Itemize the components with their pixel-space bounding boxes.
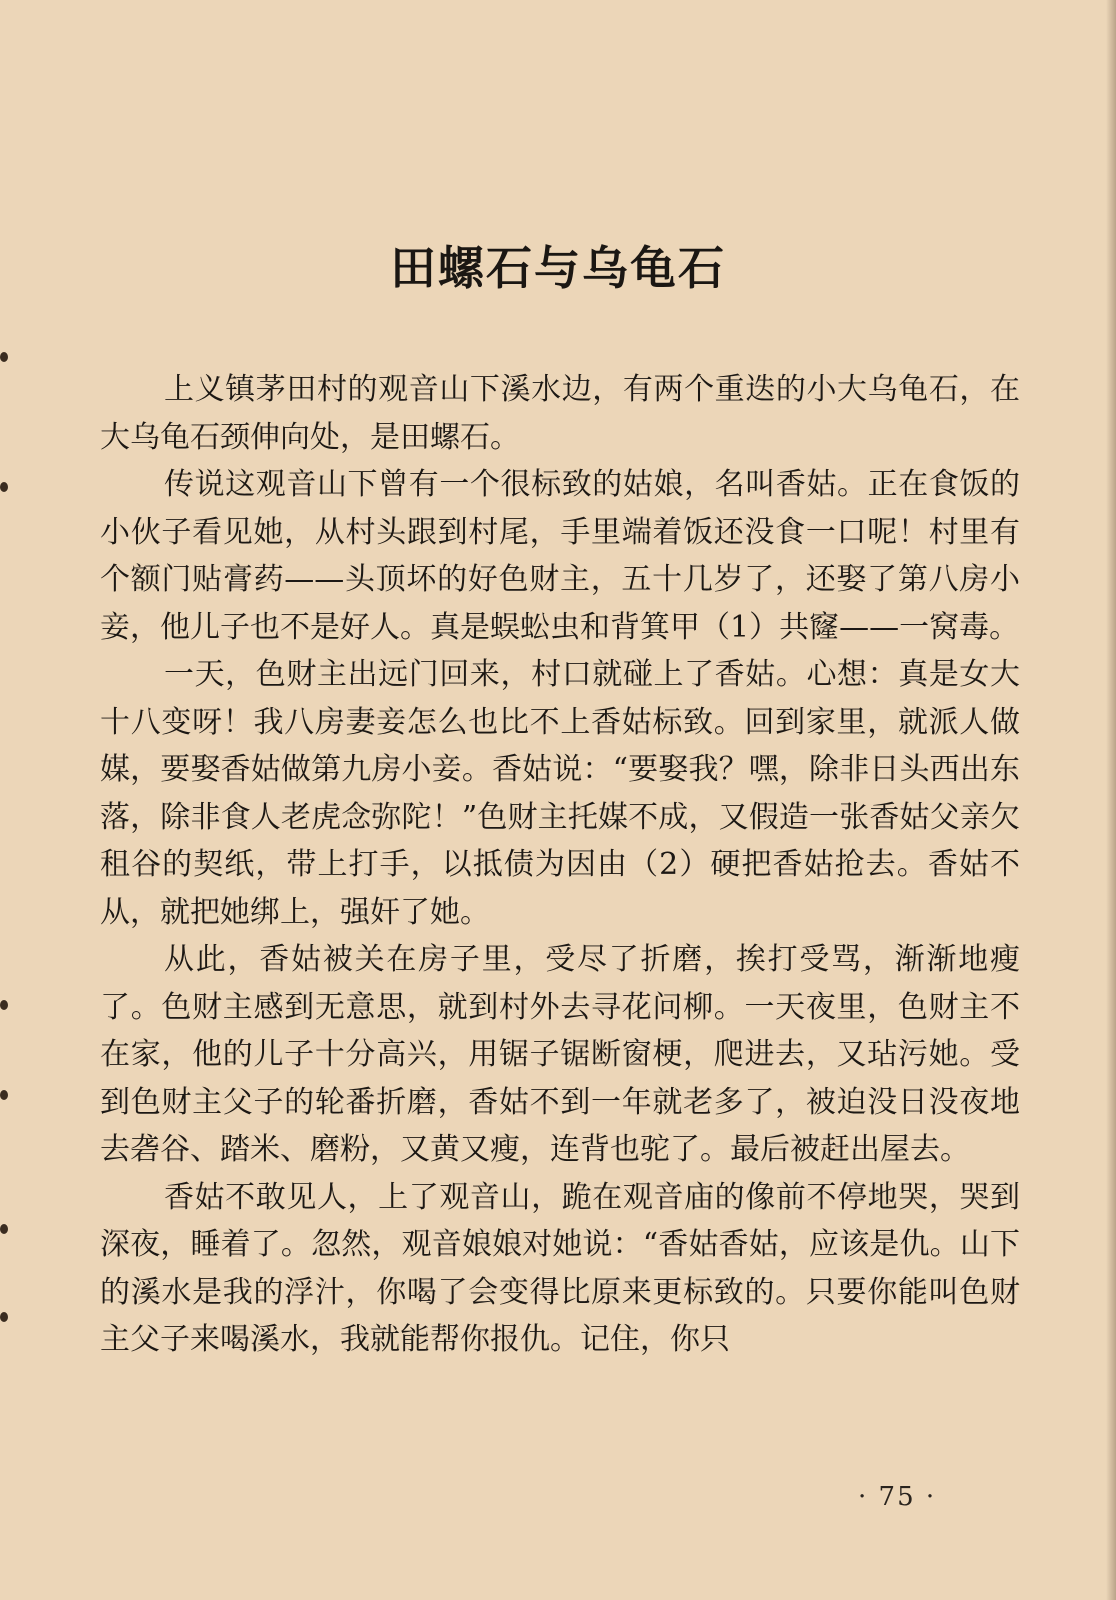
- binding-hole: [0, 482, 8, 492]
- page-title: 田螺石与乌龟石: [390, 241, 726, 295]
- binding-hole: [0, 1000, 8, 1010]
- paragraph: 从此，香姑被关在房子里，受尽了折磨，挨打受骂，渐渐地瘦了。色财主感到无意思，就到村外去寻花问柳。一天夜里，色财主不在家，他的儿子十分高兴，用锯子锯断窗梗，爬进去，又玷污她。受到色财主父子的轮番折磨，香姑不到一年就老多了，被迫没日没夜地去砻谷、踏米、磨粉，又黄又瘦，连背也驼了。最后被赶出屋去。: [100, 942, 1020, 1167]
- paragraph: 一天，色财主出远门回来，村口就碰上了香姑。心想：真是女大十八变呀！我八房妻妾怎么也比不上香姑标致。回到家里，就派人做媒，要娶香姑做第九房小妾。香姑说：“要娶我？嘿，除非日头西出东落，除非食人老虎念弥陀！”色财主托媒不成，又假造一张香姑父亲欠租谷的契纸，带上打手，以抵债为因由（2）硬把香姑抢去。香姑不从，就把她绑上，强奸了她。: [100, 657, 1020, 930]
- page-number: · 75 ·: [858, 1482, 937, 1512]
- binding-hole: [0, 352, 8, 362]
- binding-hole: [0, 1224, 8, 1234]
- binding-hole: [0, 1312, 8, 1322]
- paragraph: 香姑不敢见人，上了观音山，跪在观音庙的像前不停地哭，哭到深夜，睡着了。忽然，观音娘娘对她说：“香姑香姑，应该是仇。山下的溪水是我的浮汁，你喝了会变得比原来更标致的。只要你能叫色财主父子来喝溪水，我就能帮你报仇。记住，你只: [100, 1179, 1020, 1357]
- paragraph: 上义镇茅田村的观音山下溪水边，有两个重迭的小大乌龟石，在大乌龟石颈伸向处，是田螺石。: [100, 372, 1020, 455]
- paragraph: 传说这观音山下曾有一个很标致的姑娘，名叫香姑。正在食饭的小伙子看见她，从村头跟到村尾，手里端着饭还没食一口呢！村里有个额门贴膏药——头顶坏的好色财主，五十几岁了，还娶了第八房小妾，他儿子也不是好人。真是蜈蚣虫和背箕甲（1）共窿——一窝毒。: [100, 467, 1020, 645]
- binding-hole: [0, 1090, 8, 1100]
- body-text: [100, 366, 1020, 1364]
